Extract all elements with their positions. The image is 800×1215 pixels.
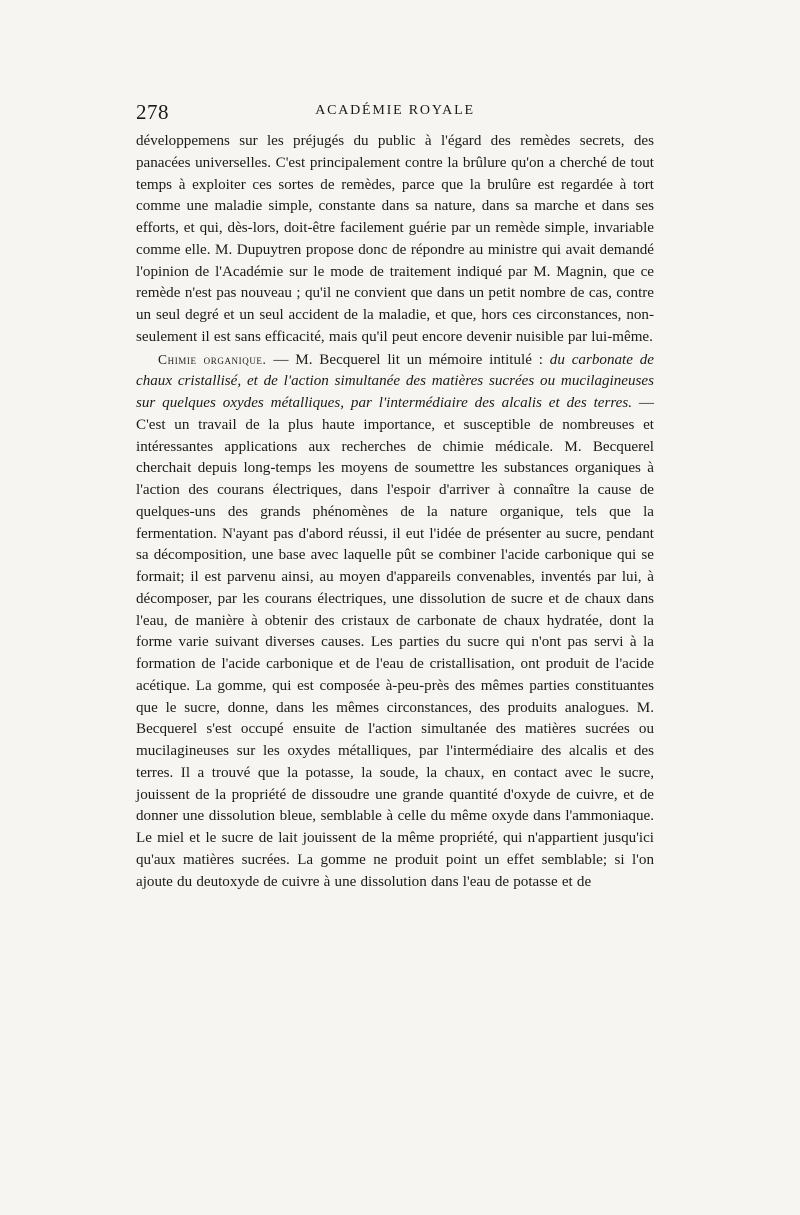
- page-number: 278: [136, 100, 169, 124]
- paragraph-brulure: [136, 131, 654, 349]
- paragraph-text: — M. Becquerel lit un mémoire intitulé :: [266, 351, 550, 368]
- memoir-title: du carbonate de chaux cristallisé, et de l'action simultanée des matières sucrées ou mucilagineuses sur quelques oxydes métalliques, par l'intermédiaire des alcalis et des terres.: [136, 351, 655, 411]
- paragraph-text: développemens sur les préjugés du public à l'égard des remèdes secrets, des panacées universelles. C'est principalement contre la brûlure qu'on a cherché de tout temps à exploiter ces sortes de remèdes, parce que la brulûre est regardée à tort comme une maladie simple, constante dans sa nature, dans sa marche et dans ses efforts, et qui, dès-lors, doit-être facilement guérie par un remède simple, invariable comme elle. M. Dupuytren propose donc de répondre au ministre qui avait demandé l'opinion de l'Académie sur le mode de traitement indiqué par M. Magnin, que ce remède n'est pas nouveau ; qu'il ne convient que dans un petit nombre de cas, contre un seul degré et un seul accident de la maladie, et que, hors ces circonstances, non-seulement il est sans efficacité, mais qu'il peut encore devenir nuisible par lui-même.: [136, 133, 654, 345]
- paragraph-chimie-organique: [136, 349, 654, 894]
- running-head: ACADÉMIE ROYALE: [315, 103, 475, 118]
- paragraph-text: — C'est un travail de la plus haute importance, et susceptible de nombreuses et intéressantes applications aux recherches de chimie médicale. M. Becquerel cherchait depuis long-temps les moyens de soumettre les substances organiques à l'action des courans électriques, dans l'espoir d'arriver à connaître la cause de quelques-uns des grands phénomènes de la nature organique, tels que la fermentation. N'ayant pas d'abord réussi, il eut l'idée de présenter au sucre, pendant sa décomposition, une base avec laquelle pût se combiner l'acide carbonique qui se formait; il est parvenu ainsi, au moyen d'appareils convenables, inventés par lui, à décomposer, par les courans électriques, une dissolution de sucre et de chaux dans l'eau, de manière à obtenir des cristaux de carbonate de chaux hydratée, dont la forme varie suivant diverses causes. Les parties du sucre qui n'ont pas servi à la formation de l'acide carbonique et de l'eau de cristallisation, ont produit de l'acide acétique. La gomme, qui est composée à-peu-près des mêmes parties constituantes que le sucre, donne, dans les mêmes circonstances, des produits analogues. M. Becquerel s'est occupé ensuite de l'action simultanée des matières sucrées ou mucilagineuses sur les oxydes métalliques, par l'intermédiaire des alcalis et des terres. Il a trouvé que la potasse, la soude, la chaux, en contact avec le sucre, jouissent de la propriété de dissoudre une grande quantité d'oxyde de cuivre, et de donner une dissolution bleue, semblable à celle du même oxyde dans l'ammoniaque. Le miel et le sucre de lait jouissent de la même propriété, qui n'appartient jusqu'ici qu'aux matières sucrées. La gomme ne produit point un effet semblable; si l'on ajoute du deutoxyde de cuivre à une dissolution dans l'eau de potasse et de: [136, 395, 654, 890]
- page-header: [136, 100, 654, 124]
- body-text: [136, 131, 654, 893]
- section-run-in-heading: Chimie organique.: [158, 351, 267, 367]
